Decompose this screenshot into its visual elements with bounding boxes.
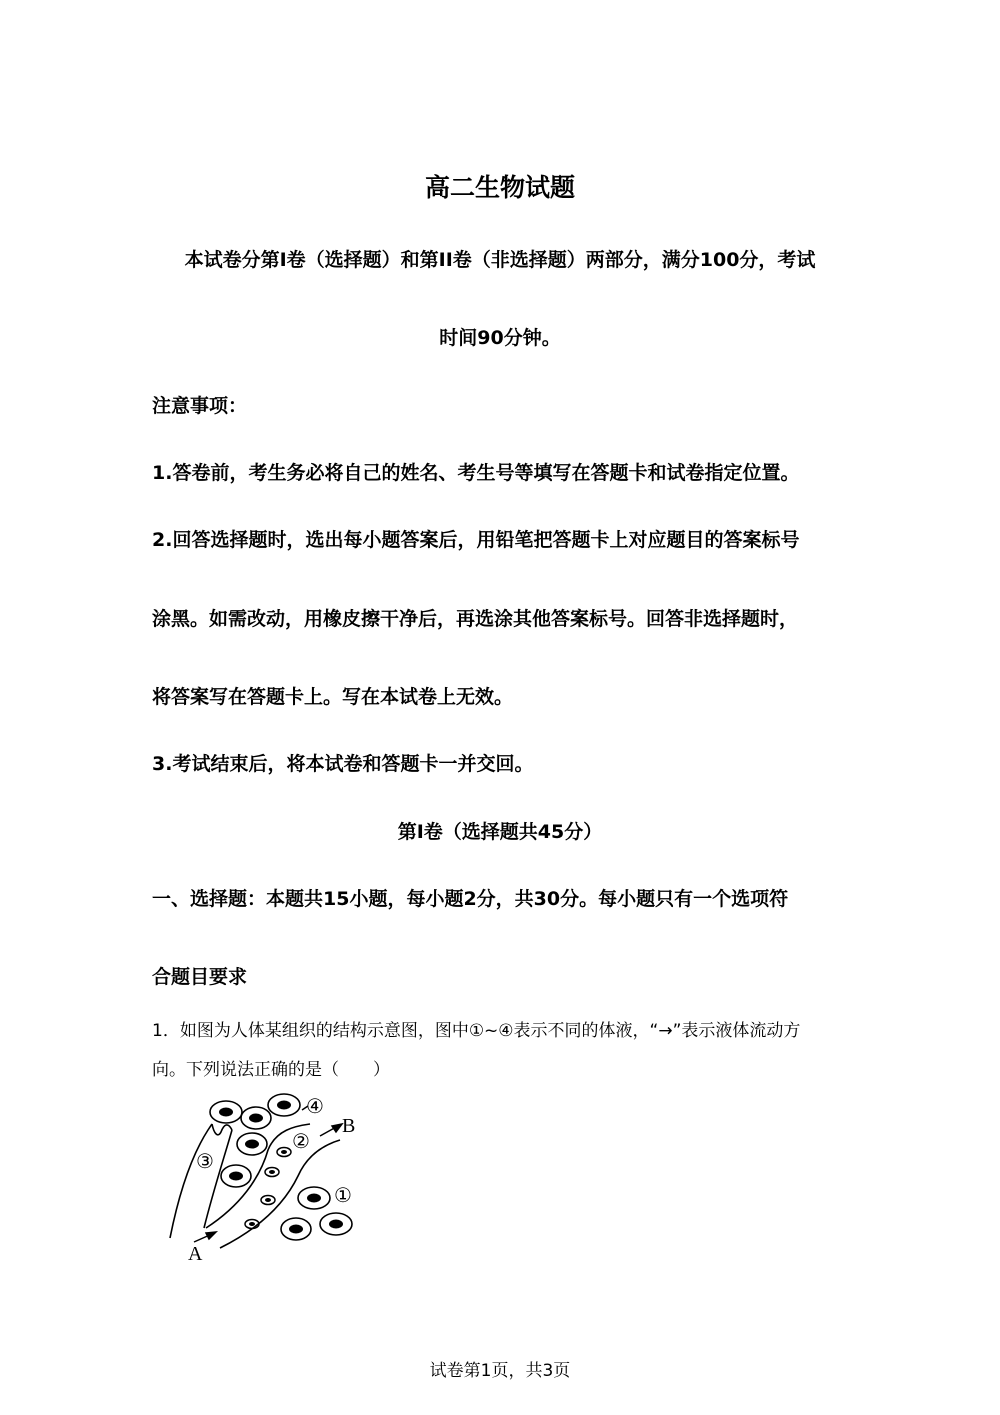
- notice-item-2-line-3: 将答案写在答题卡上。写在本试卷上无效。: [152, 686, 514, 708]
- tissue-structure-figure: [160, 1088, 390, 1268]
- figure-label-b: B: [342, 1115, 356, 1137]
- lymph-vessel-inner-wall: [204, 1130, 232, 1228]
- figure-label-3: ③: [196, 1151, 214, 1173]
- notice-heading: 注意事项：: [152, 395, 248, 417]
- flow-arrow-b-head: [332, 1124, 342, 1132]
- lymph-vessel-closed-end: [212, 1124, 232, 1135]
- page-footer: 试卷第1页，共3页: [429, 1361, 571, 1381]
- question-1-line-2: 向。下列说法正确的是（ ）: [152, 1060, 390, 1080]
- flow-arrow-a-head: [206, 1232, 216, 1239]
- part-heading-line-1: 一、选择题：本题共15小题，每小题2分，共30分。每小题只有一个选项符: [152, 888, 789, 910]
- notice-item-2-line-2: 涂黑。如需改动，用橡皮擦干净后，再选涂其他答案标号。回答非选择题时，: [152, 608, 799, 630]
- intro-line-1: 本试卷分第I卷（选择题）和第II卷（非选择题）两部分，满分100分，考试: [184, 249, 816, 271]
- figure-label-a: A: [188, 1243, 203, 1265]
- notice-item-2-line-1: 2.回答选择题时，选出每小题答案后，用铅笔把答题卡上对应题目的答案标号: [152, 529, 800, 551]
- notice-item-1: 1.答卷前，考生务必将自己的姓名、考生号等填写在答题卡和试卷指定位置。: [152, 462, 800, 484]
- question-1-line-1: 1．如图为人体某组织的结构示意图，图中①~④表示不同的体液，“→”表示液体流动方: [152, 1021, 801, 1041]
- notice-item-3: 3.考试结束后，将本试卷和答题卡一并交回。: [152, 753, 534, 775]
- figure-label-4: ④: [306, 1096, 324, 1118]
- intro-line-2: 时间90分钟。: [439, 327, 561, 349]
- figure-label-1: ①: [334, 1185, 352, 1207]
- tissue-cells: [210, 1094, 352, 1240]
- part-heading-line-2: 合题目要求: [152, 966, 248, 988]
- figure-label-2: ②: [292, 1131, 310, 1153]
- section-title: 第I卷（选择题共45分）: [397, 821, 603, 843]
- page-title: 高二生物试题: [424, 173, 575, 202]
